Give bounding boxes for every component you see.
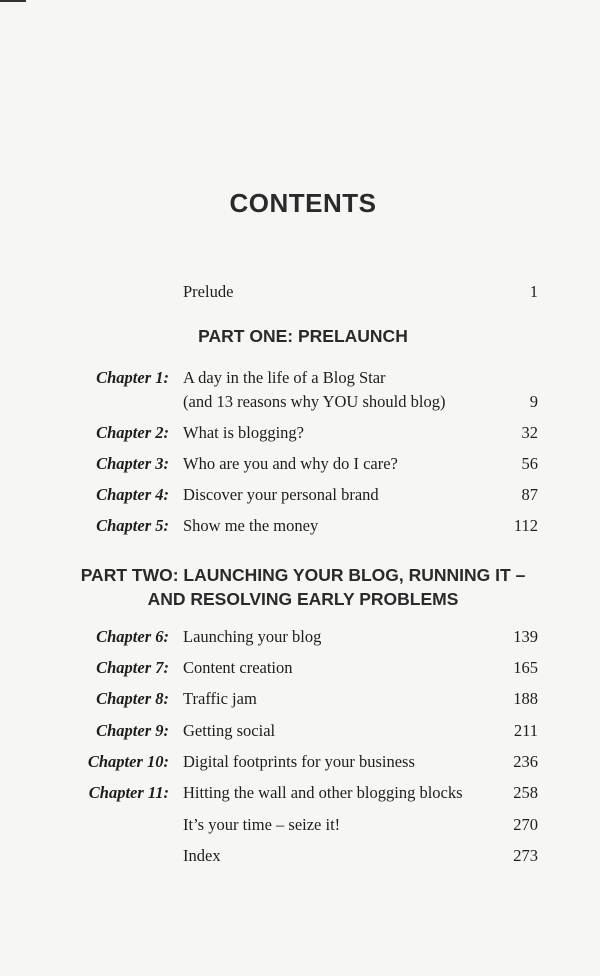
entry-page: 112 — [513, 516, 538, 535]
entry-page: 273 — [513, 846, 538, 865]
contents-title: CONTENTS — [229, 188, 377, 218]
top-rule — [0, 0, 26, 2]
entry-title: Who are you and why do I care? — [183, 454, 398, 473]
entry-page: 211 — [513, 721, 538, 740]
chapter-label: Chapter 6: — [96, 627, 169, 646]
entry-title: Getting social — [183, 721, 276, 740]
entry-title: Traffic jam — [183, 689, 257, 708]
part-two-heading — [0, 563, 600, 611]
chapter-label: Chapter 2: — [96, 423, 169, 442]
chapter-label: Chapter 5: — [96, 516, 169, 535]
entry-title: It’s your time – seize it! — [183, 815, 341, 834]
entry-title: Index — [183, 846, 221, 865]
chapter-label: Chapter 3: — [96, 454, 169, 473]
entry-title: Hitting the wall and other blogging blocks — [183, 783, 463, 802]
entry-title: Prelude — [183, 282, 234, 301]
entry-title: Content creation — [183, 658, 293, 677]
entry-page: 188 — [513, 689, 538, 708]
part-one-heading: PART ONE: PRELAUNCH — [198, 326, 408, 346]
entry-page: 165 — [513, 658, 538, 677]
chapter-label: Chapter 11: — [88, 783, 169, 802]
part-two-heading-line1: PART TWO: LAUNCHING YOUR BLOG, RUNNING IT – — [80, 565, 526, 585]
chapter-label: Chapter 1: — [96, 368, 169, 387]
entry-page: 270 — [513, 815, 538, 834]
entry-page: 1 — [529, 282, 538, 301]
entry-page: 87 — [521, 485, 538, 504]
chapter-label: Chapter 7: — [96, 658, 169, 677]
entry-title: What is blogging? — [183, 423, 304, 442]
entry-title: Discover your personal brand — [183, 485, 379, 504]
entry-page: 236 — [513, 752, 538, 771]
chapter-label: Chapter 10: — [87, 752, 169, 771]
chapter-label: Chapter 8: — [96, 689, 169, 708]
entry-title: Digital footprints for your business — [183, 752, 415, 771]
entry-title: Launching your blog — [183, 627, 322, 646]
chapter-label: Chapter 9: — [96, 721, 169, 740]
entry-title-line2: (and 13 reasons why YOU should blog) — [183, 392, 446, 411]
entry-page: 56 — [521, 454, 538, 473]
chapter-label: Chapter 4: — [96, 485, 169, 504]
entry-page: 258 — [513, 783, 538, 802]
entry-page: 139 — [513, 627, 538, 646]
entry-page: 32 — [521, 423, 538, 442]
entry-title-line1: A day in the life of a Blog Star — [183, 368, 386, 387]
entry-page: 9 — [529, 392, 538, 411]
entry-title: Show me the money — [183, 516, 319, 535]
part-two-heading-line2: AND RESOLVING EARLY PROBLEMS — [147, 589, 459, 609]
